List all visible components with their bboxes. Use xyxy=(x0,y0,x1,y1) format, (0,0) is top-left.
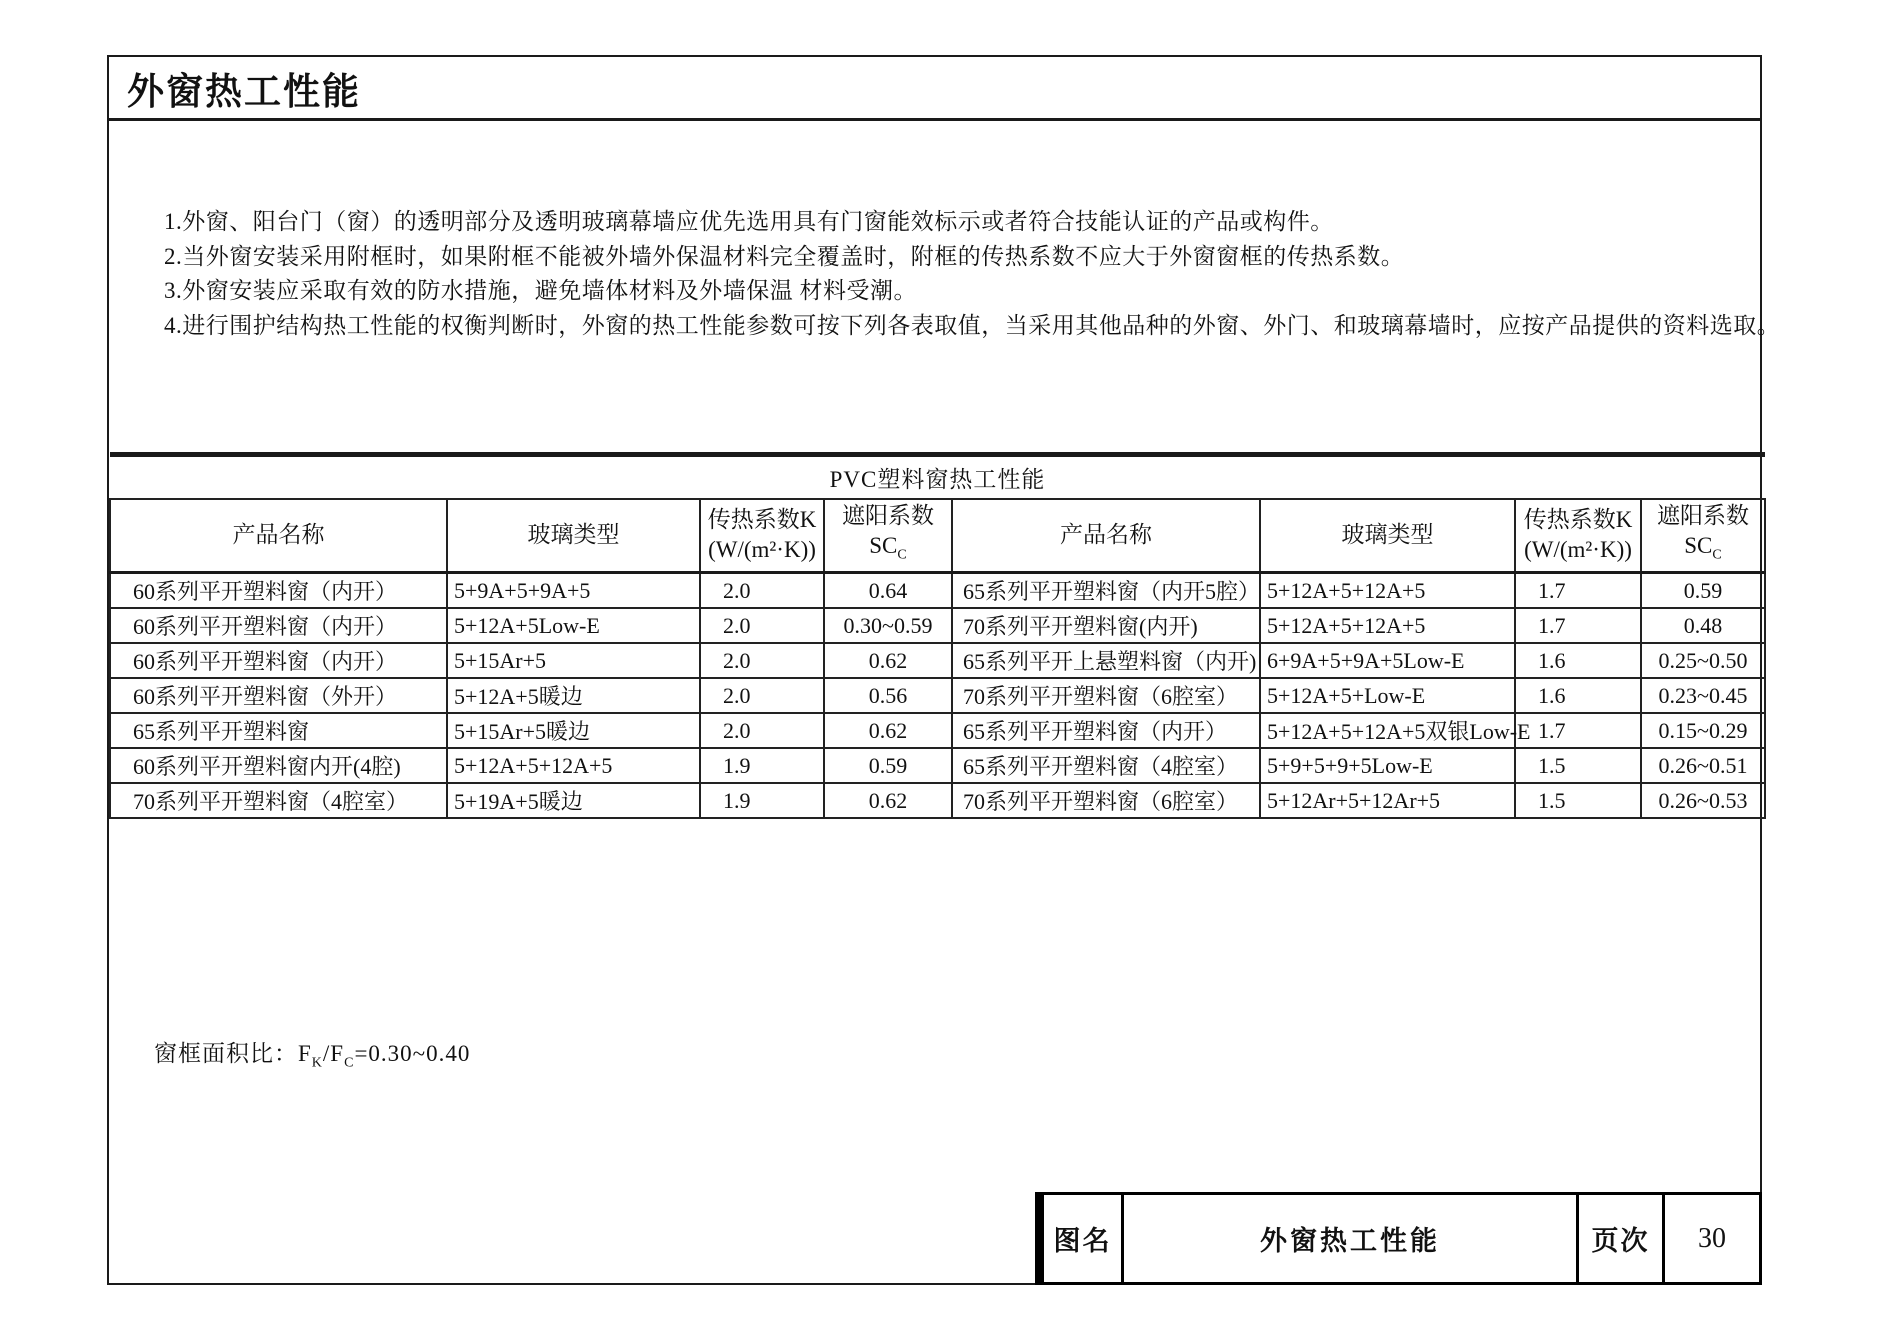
cell-l_sc: 0.64 xyxy=(824,573,952,609)
pvc-performance-table xyxy=(109,452,1766,819)
cell-l_glass: 5+15Ar+5 xyxy=(447,643,700,678)
cell-l_k: 2.0 xyxy=(700,643,824,678)
cell-r_glass: 6+9A+5+9A+5Low-E xyxy=(1260,643,1515,678)
cell-r_glass: 5+12Ar+5+12Ar+5 xyxy=(1260,783,1515,818)
cell-l_sc: 0.59 xyxy=(824,748,952,783)
cell-l_glass: 5+19A+5暖边 xyxy=(447,783,700,818)
cell-l_k: 1.9 xyxy=(700,783,824,818)
cell-l_sc: 0.62 xyxy=(824,643,952,678)
cell-r_sc: 0.26~0.51 xyxy=(1641,748,1765,783)
table-row xyxy=(110,713,1765,748)
table-title: PVC塑料窗热工性能 xyxy=(110,455,1765,499)
notes-section xyxy=(164,205,1781,343)
col-header-product-left: 产品名称 xyxy=(110,499,447,573)
col-header-k-left xyxy=(700,499,824,573)
cell-r_sc: 0.15~0.29 xyxy=(1641,713,1765,748)
cell-r_product: 65系列平开塑料窗（内开5腔） xyxy=(952,573,1260,609)
table-row xyxy=(110,748,1765,783)
cell-l_k: 2.0 xyxy=(700,713,824,748)
cell-r_product: 70系列平开塑料窗（6腔室） xyxy=(952,678,1260,713)
cell-l_product: 60系列平开塑料窗（内开） xyxy=(110,573,447,609)
note-line-4: 4.进行围护结构热工性能的权衡判断时，外窗的热工性能参数可按下列各表取值，当采用其他品种的外窗、外门、和玻璃幕墙时，应按产品提供的资料选取。 xyxy=(164,312,1781,338)
cell-l_product: 65系列平开塑料窗 xyxy=(110,713,447,748)
cell-l_sc: 0.30~0.59 xyxy=(824,608,952,643)
cell-r_k: 1.7 xyxy=(1515,573,1641,609)
col-header-glass-right: 玻璃类型 xyxy=(1260,499,1515,573)
cell-r_k: 1.6 xyxy=(1515,643,1641,678)
cell-r_k: 1.7 xyxy=(1515,608,1641,643)
sc-header-line1: 遮阳系数 xyxy=(1657,502,1749,528)
page-title: 外窗热工性能 xyxy=(127,70,361,112)
cell-r_glass: 5+12A+5+12A+5双银Low-E xyxy=(1260,713,1515,748)
cell-r_product: 65系列平开塑料窗（4腔室） xyxy=(952,748,1260,783)
ratio-label: 窗框面积比： xyxy=(154,1041,298,1066)
cell-l_product: 60系列平开塑料窗（内开） xyxy=(110,643,447,678)
cell-l_k: 2.0 xyxy=(700,678,824,713)
cell-r_sc: 0.48 xyxy=(1641,608,1765,643)
cell-l_k: 1.9 xyxy=(700,748,824,783)
cell-l_glass: 5+12A+5Low-E xyxy=(447,608,700,643)
sc-header-line1: 遮阳系数 xyxy=(842,502,934,528)
cell-l_glass: 5+15Ar+5暖边 xyxy=(447,713,700,748)
ratio-value: =0.30~0.40 xyxy=(354,1041,471,1066)
cell-r_sc: 0.23~0.45 xyxy=(1641,678,1765,713)
cell-r_sc: 0.59 xyxy=(1641,573,1765,609)
cell-l_product: 70系列平开塑料窗（4腔室） xyxy=(110,783,447,818)
sc-header-line2: $SC_C$ xyxy=(1684,532,1722,563)
k-header-line2: (W/(m²·K)) xyxy=(708,537,816,563)
cell-r_glass: 5+12A+5+12A+5 xyxy=(1260,608,1515,643)
page-number: 30 xyxy=(1698,1222,1726,1254)
cell-r_k: 1.6 xyxy=(1515,678,1641,713)
table-header-row xyxy=(110,499,1765,573)
sc-header-line2: $SC_C$ xyxy=(869,532,907,563)
cell-r_product: 70系列平开塑料窗（6腔室） xyxy=(952,783,1260,818)
col-header-glass-left: 玻璃类型 xyxy=(447,499,700,573)
table-row xyxy=(110,643,1765,678)
cell-l_sc: 0.56 xyxy=(824,678,952,713)
cell-r_glass: 5+12A+5+Low-E xyxy=(1260,678,1515,713)
cell-l_sc: 0.62 xyxy=(824,783,952,818)
cell-r_glass: 5+9+5+9+5Low-E xyxy=(1260,748,1515,783)
table-caption-row xyxy=(110,455,1765,499)
k-header-line1: 传热系数K xyxy=(1523,507,1633,533)
table-body xyxy=(110,573,1765,819)
table-row xyxy=(110,678,1765,713)
cell-l_product: 60系列平开塑料窗内开(4腔) xyxy=(110,748,447,783)
cell-r_sc: 0.25~0.50 xyxy=(1641,643,1765,678)
col-header-sc-left xyxy=(824,499,952,573)
cell-l_glass: 5+12A+5暖边 xyxy=(447,678,700,713)
col-header-k-right xyxy=(1515,499,1641,573)
drawing-name-value: 外窗热工性能 xyxy=(1124,1195,1579,1282)
cell-r_glass: 5+12A+5+12A+5 xyxy=(1260,573,1515,609)
page-title-bar xyxy=(109,57,1760,121)
col-header-sc-right xyxy=(1641,499,1765,573)
cell-l_glass: 5+9A+5+9A+5 xyxy=(447,573,700,609)
note-line-2: 2.当外窗安装采用附框时，如果附框不能被外墙外保温材料完全覆盖时，附框的传热系数不应大于外窗窗框的传热系数。 xyxy=(164,243,1405,269)
drawing-name-label: 图名 xyxy=(1044,1195,1124,1282)
note-line-1: 1.外窗、阳台门（窗）的透明部分及透明玻璃幕墙应优先选用具有门窗能效标示或者符合技能认证的产品或构件。 xyxy=(164,209,1334,234)
cell-l_k: 2.0 xyxy=(700,608,824,643)
cell-l_sc: 0.62 xyxy=(824,713,952,748)
table-row xyxy=(110,783,1765,818)
table-row xyxy=(110,573,1765,609)
cell-r_k: 1.7 xyxy=(1515,713,1641,748)
note-line-3: 3.外窗安装应采取有效的防水措施，避免墙体材料及外墙保温 材料受潮。 xyxy=(164,278,917,303)
frame-area-ratio-note: 窗框面积比：$F_K/F_C=0.30\sim 0.40$ xyxy=(154,1041,471,1071)
cell-l_glass: 5+12A+5+12A+5 xyxy=(447,748,700,783)
content-frame xyxy=(107,55,1781,1285)
cell-r_sc: 0.26~0.53 xyxy=(1641,783,1765,818)
page-index-label: 页次 xyxy=(1579,1195,1665,1282)
k-header-line2: (W/(m²·K)) xyxy=(1524,537,1632,563)
cell-r_k: 1.5 xyxy=(1515,748,1641,783)
k-header-line1: 传热系数K xyxy=(707,507,817,533)
col-header-product-right: 产品名称 xyxy=(952,499,1260,573)
cell-l_k: 2.0 xyxy=(700,573,824,609)
cell-r_product: 65系列平开上悬塑料窗（内开) xyxy=(952,643,1260,678)
title-block xyxy=(1035,1192,1762,1285)
table-row xyxy=(110,608,1765,643)
cell-l_product: 60系列平开塑料窗（外开） xyxy=(110,678,447,713)
cell-l_product: 60系列平开塑料窗（内开） xyxy=(110,608,447,643)
cell-r_product: 65系列平开塑料窗（内开） xyxy=(952,713,1260,748)
cell-r_k: 1.5 xyxy=(1515,783,1641,818)
cell-r_product: 70系列平开塑料窗(内开) xyxy=(952,608,1260,643)
